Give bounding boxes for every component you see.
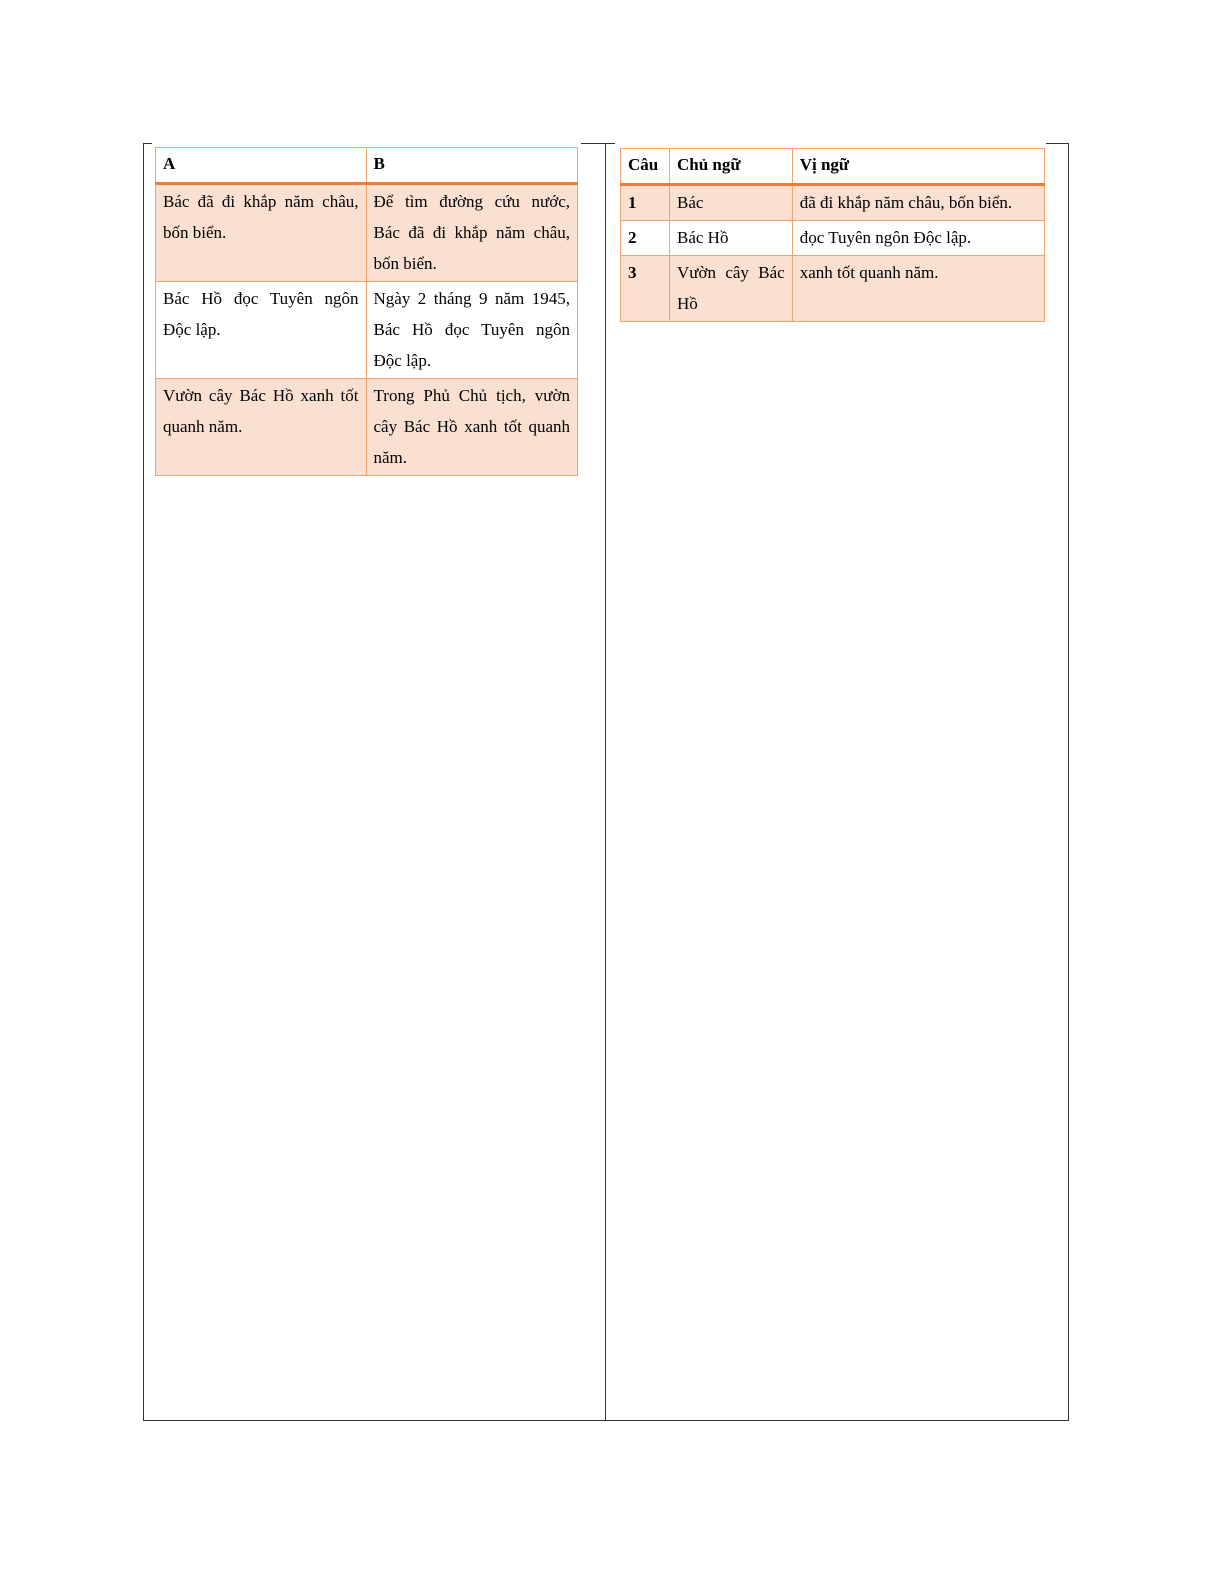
table-cell: Bác Hồ đọc Tuyên ngôn Độc lập. <box>156 282 367 379</box>
table-row <box>156 282 578 379</box>
column-header-sentence: Câu <box>621 149 670 185</box>
column-header-a: A <box>156 148 367 184</box>
predicate-cell: xanh tốt quanh năm. <box>792 256 1044 322</box>
subject-cell: Bác Hồ <box>669 221 792 256</box>
frame-top-middle-tick <box>581 143 615 144</box>
table-row <box>156 379 578 476</box>
sentence-number: 2 <box>621 221 670 256</box>
sentence-comparison-table <box>155 147 578 476</box>
table-row <box>621 256 1045 322</box>
table-cell: Ngày 2 tháng 9 năm 1945, Bác Hồ đọc Tuyên ngôn Độc lập. <box>366 282 578 379</box>
table-cell: Để tìm đường cứu nước, Bác đã đi khắp năm châu, bốn biển. <box>366 184 578 282</box>
table-cell: Vườn cây Bác Hồ xanh tốt quanh năm. <box>156 379 367 476</box>
frame-top-right-tick <box>1046 143 1069 144</box>
column-divider <box>605 143 606 1421</box>
table-cell: Trong Phủ Chủ tịch, vườn cây Bác Hồ xanh tốt quanh năm. <box>366 379 578 476</box>
predicate-cell: đã đi khắp năm châu, bốn biển. <box>792 185 1044 221</box>
predicate-cell: đọc Tuyên ngôn Độc lập. <box>792 221 1044 256</box>
table-row <box>621 221 1045 256</box>
table-row <box>621 185 1045 221</box>
table-header-row <box>156 148 578 184</box>
table-header-row <box>621 149 1045 185</box>
column-header-predicate: Vị ngữ <box>792 149 1044 185</box>
sentence-number: 1 <box>621 185 670 221</box>
frame-top-left-tick <box>143 143 152 144</box>
subject-cell: Vườn cây Bác Hồ <box>669 256 792 322</box>
column-header-b: B <box>366 148 578 184</box>
column-header-subject: Chủ ngữ <box>669 149 792 185</box>
table-row <box>156 184 578 282</box>
subject-predicate-table <box>620 148 1045 322</box>
table-cell: Bác đã đi khắp năm châu, bốn biển. <box>156 184 367 282</box>
subject-cell: Bác <box>669 185 792 221</box>
sentence-number: 3 <box>621 256 670 322</box>
